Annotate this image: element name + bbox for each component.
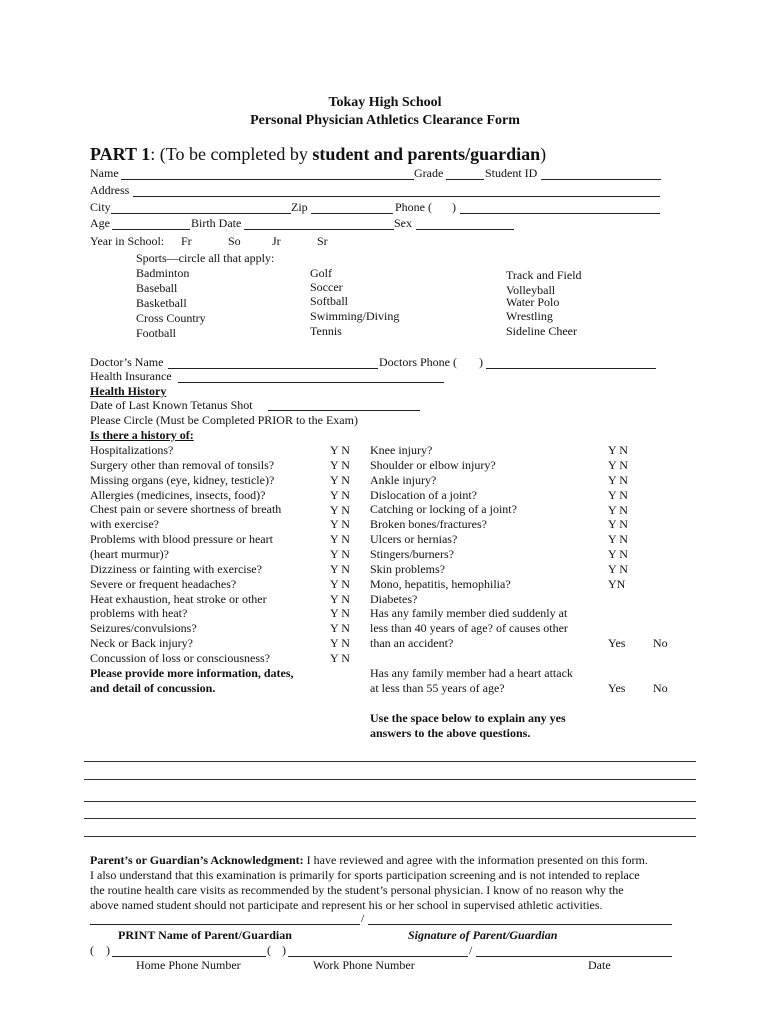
sport-sideline-cheer[interactable]: Sideline Cheer	[506, 324, 577, 338]
home-phone-open-paren: (	[90, 943, 94, 957]
sport-basketball[interactable]: Basketball	[136, 296, 187, 310]
q-chest-pain: Chest pain or severe shortness of breath	[90, 502, 282, 516]
city-label: City	[90, 200, 111, 214]
q-heart-murmur: (heart murmur)?	[90, 547, 169, 561]
phone-close: )	[452, 200, 456, 214]
sport-volleyball[interactable]: Volleyball	[506, 283, 556, 297]
yn-left[interactable]: Y N	[330, 562, 350, 576]
name-label: Name	[90, 166, 119, 180]
family-death-yes[interactable]: Yes	[608, 636, 626, 650]
part1-colon: : (To be completed by	[150, 144, 313, 164]
q-heat-exhaustion: Heat exhaustion, heat stroke or other	[90, 592, 267, 606]
q-allergies: Allergies (medicines, insects, food)?	[90, 488, 266, 502]
q-broken-bones: Broken bones/fractures?	[370, 517, 487, 531]
ack-line-2: I also understand that this examination is primarily for sports participation screening and is not intended to replace	[90, 868, 640, 882]
explain-line-2[interactable]	[84, 779, 696, 780]
history-heading: Is there a history of:	[90, 428, 194, 442]
q-concussion: Concussion of loss or consciousness?	[90, 651, 270, 665]
ack-line-3: the routine health care visits as recommended by the student’s personal physician. I know of no reason why the	[90, 883, 624, 897]
city-field[interactable]	[111, 213, 291, 214]
doctors-phone-label: Doctors Phone (	[379, 355, 457, 369]
student-id-label: Student ID	[485, 166, 538, 180]
sport-tennis[interactable]: Tennis	[310, 324, 342, 338]
phone-field[interactable]	[460, 213, 660, 214]
student-id-field[interactable]	[541, 179, 661, 180]
sport-water-polo[interactable]: Water Polo	[506, 295, 560, 309]
yn-right[interactable]: Y N	[608, 443, 628, 457]
sport-golf[interactable]: Golf	[310, 266, 332, 280]
address-field[interactable]	[133, 196, 660, 197]
yn-left[interactable]: Y N	[330, 577, 350, 591]
sport-baseball[interactable]: Baseball	[136, 281, 178, 295]
explain-line-5[interactable]	[84, 836, 696, 837]
q-hospitalizations: Hospitalizations?	[90, 443, 174, 457]
q-family-death-3: than an accident?	[370, 636, 454, 650]
heart-attack-no[interactable]: No	[653, 681, 668, 695]
q-chest-pain-cont: with exercise?	[90, 517, 159, 531]
grade-field[interactable]	[446, 179, 484, 180]
part1-who: student and parents/guardian	[312, 144, 541, 164]
q-dizziness: Dizziness or fainting with exercise?	[90, 562, 262, 576]
yn-right[interactable]: YN	[608, 577, 626, 591]
q-skin: Skin problems?	[370, 562, 445, 576]
sport-badminton[interactable]: Badminton	[136, 266, 190, 280]
print-name-label: PRINT Name of Parent/Guardian	[118, 928, 292, 942]
signature-field[interactable]	[368, 924, 672, 925]
sport-softball[interactable]: Softball	[310, 294, 348, 308]
q-missing-organs: Missing organs (eye, kidney, testicle)?	[90, 473, 275, 487]
q-heart-attack-2: at less than 55 years of age?	[370, 681, 505, 695]
q-family-death-1: Has any family member died suddenly at	[370, 606, 568, 620]
q-neck-back: Neck or Back injury?	[90, 636, 193, 650]
yn-right[interactable]: Y N	[608, 547, 628, 561]
sport-football[interactable]: Football	[136, 326, 177, 340]
phone-date-slash: /	[469, 943, 473, 957]
doctor-name-field[interactable]	[168, 368, 378, 369]
year-sr[interactable]: Sr	[317, 234, 328, 248]
yn-left[interactable]: Y N	[330, 532, 350, 546]
yn-left[interactable]: Y N	[330, 443, 350, 457]
yn-right[interactable]: Y N	[608, 503, 628, 517]
birth-date-field[interactable]	[244, 229, 394, 230]
q-heart-attack-1: Has any family member had a heart attack	[370, 666, 573, 680]
yn-left[interactable]: Y N	[330, 458, 350, 472]
yn-left[interactable]: Y N	[330, 503, 350, 517]
doctor-name-label: Doctor’s Name	[90, 355, 164, 369]
yn-right[interactable]: Y N	[608, 488, 628, 502]
explain-note-1: Use the space below to explain any yes	[370, 711, 566, 725]
explain-line-3[interactable]	[84, 801, 696, 802]
print-name-field[interactable]	[90, 924, 360, 925]
explain-note-2: answers to the above questions.	[370, 726, 531, 740]
yn-left[interactable]: Y N	[330, 488, 350, 502]
q-surgery: Surgery other than removal of tonsils?	[90, 458, 275, 472]
doctors-phone-field[interactable]	[486, 368, 656, 369]
age-label: Age	[90, 216, 110, 230]
q-blood-pressure: Problems with blood pressure or heart	[90, 532, 273, 546]
sports-heading: Sports—circle all that apply:	[136, 251, 275, 265]
q-shoulder: Shoulder or elbow injury?	[370, 458, 496, 472]
family-death-no[interactable]: No	[653, 636, 668, 650]
yn-left[interactable]: Y N	[330, 636, 350, 650]
yn-right[interactable]: Y N	[608, 473, 628, 487]
q-catching-joint: Catching or locking of a joint?	[370, 502, 517, 516]
yn-right[interactable]: Y N	[608, 458, 628, 472]
name-signature-slash: /	[361, 911, 365, 925]
part1-label: PART 1	[90, 144, 151, 164]
sport-wrestling[interactable]: Wrestling	[506, 309, 553, 323]
tetanus-field[interactable]	[268, 410, 420, 411]
year-so[interactable]: So	[228, 234, 241, 248]
q-family-death-2: less than 40 years of age? of causes other	[370, 621, 568, 635]
q-stingers: Stingers/burners?	[370, 547, 454, 561]
explain-line-4[interactable]	[84, 818, 696, 819]
age-field[interactable]	[112, 229, 190, 230]
yn-right[interactable]: Y N	[608, 532, 628, 546]
q-headaches: Severe or frequent headaches?	[90, 577, 237, 591]
yn-left[interactable]: Y N	[330, 592, 350, 606]
ack-line-1	[90, 853, 648, 867]
form-title: Personal Physician Athletics Clearance Form	[250, 113, 520, 128]
sex-field[interactable]	[416, 229, 514, 230]
yn-left[interactable]: Y N	[330, 547, 350, 561]
sport-soccer[interactable]: Soccer	[310, 280, 343, 294]
q-diabetes: Diabetes?	[370, 592, 418, 606]
yn-right[interactable]: Y N	[608, 517, 628, 531]
q-knee: Knee injury?	[370, 443, 433, 457]
zip-label: Zip	[291, 200, 308, 214]
yn-left[interactable]: Y N	[330, 621, 350, 635]
yn-left[interactable]: Y N	[330, 651, 350, 665]
q-seizures: Seizures/convulsions?	[90, 621, 197, 635]
ack-label: Parent’s or Guardian’s Acknowledgment:	[90, 853, 304, 867]
part1-close: )	[540, 144, 547, 164]
sport-track-field[interactable]: Track and Field	[506, 268, 582, 282]
concussion-note-1: Please provide more information, dates,	[90, 666, 294, 680]
q-mono: Mono, hepatitis, hemophilia?	[370, 577, 511, 591]
q-ulcers: Ulcers or hernias?	[370, 532, 458, 546]
birth-date-label: Birth Date	[191, 216, 242, 230]
address-label: Address	[90, 183, 130, 197]
date-field[interactable]	[476, 956, 672, 957]
sport-swimming-diving[interactable]: Swimming/Diving	[310, 309, 400, 323]
work-phone-field[interactable]	[288, 956, 468, 957]
name-field[interactable]	[121, 179, 414, 180]
part1-heading	[90, 144, 546, 165]
concussion-note-2: and detail of concussion.	[90, 681, 216, 695]
q-dislocation: Dislocation of a joint?	[370, 488, 477, 502]
home-phone-close-paren: )	[106, 943, 110, 957]
year-jr[interactable]: Jr	[272, 234, 281, 248]
year-fr[interactable]: Fr	[181, 234, 192, 248]
health-insurance-field[interactable]	[178, 382, 444, 383]
yn-right[interactable]: Y N	[608, 562, 628, 576]
sex-label: Sex	[394, 216, 412, 230]
yn-left[interactable]: Y N	[330, 473, 350, 487]
zip-field[interactable]	[311, 213, 393, 214]
sport-cross-country[interactable]: Cross Country	[136, 311, 206, 325]
date-label: Date	[588, 958, 611, 972]
school-name: Tokay High School	[328, 95, 442, 110]
tetanus-label: Date of Last Known Tetanus Shot	[90, 398, 253, 412]
circle-note: Please Circle (Must be Completed PRIOR to the Exam)	[90, 413, 358, 427]
work-phone-label: Work Phone Number	[313, 958, 415, 972]
q-heat-problems: problems with heat?	[90, 606, 188, 620]
grade-label: Grade	[414, 166, 444, 180]
yn-left[interactable]: Y N	[330, 606, 350, 620]
ack-text-1: I have reviewed and agree with the information presented on this form.	[303, 853, 648, 867]
work-phone-open-paren: (	[267, 943, 271, 957]
health-insurance-label: Health Insurance	[90, 369, 172, 383]
phone-label: Phone (	[395, 200, 432, 214]
q-ankle: Ankle injury?	[370, 473, 437, 487]
home-phone-field[interactable]	[112, 956, 266, 957]
ack-line-4: above named student should not participate and represent his or her school in supervised athletic activities.	[90, 898, 603, 912]
explain-line-1[interactable]	[84, 761, 696, 762]
doctors-phone-close: )	[479, 355, 483, 369]
heart-attack-yes[interactable]: Yes	[608, 681, 626, 695]
signature-label: Signature of Parent/Guardian	[408, 928, 558, 942]
home-phone-label: Home Phone Number	[136, 958, 241, 972]
health-history-heading: Health History	[90, 384, 167, 398]
work-phone-close-paren: )	[282, 943, 286, 957]
yn-left[interactable]: Y N	[330, 517, 350, 531]
year-in-school-label: Year in School:	[90, 234, 165, 248]
